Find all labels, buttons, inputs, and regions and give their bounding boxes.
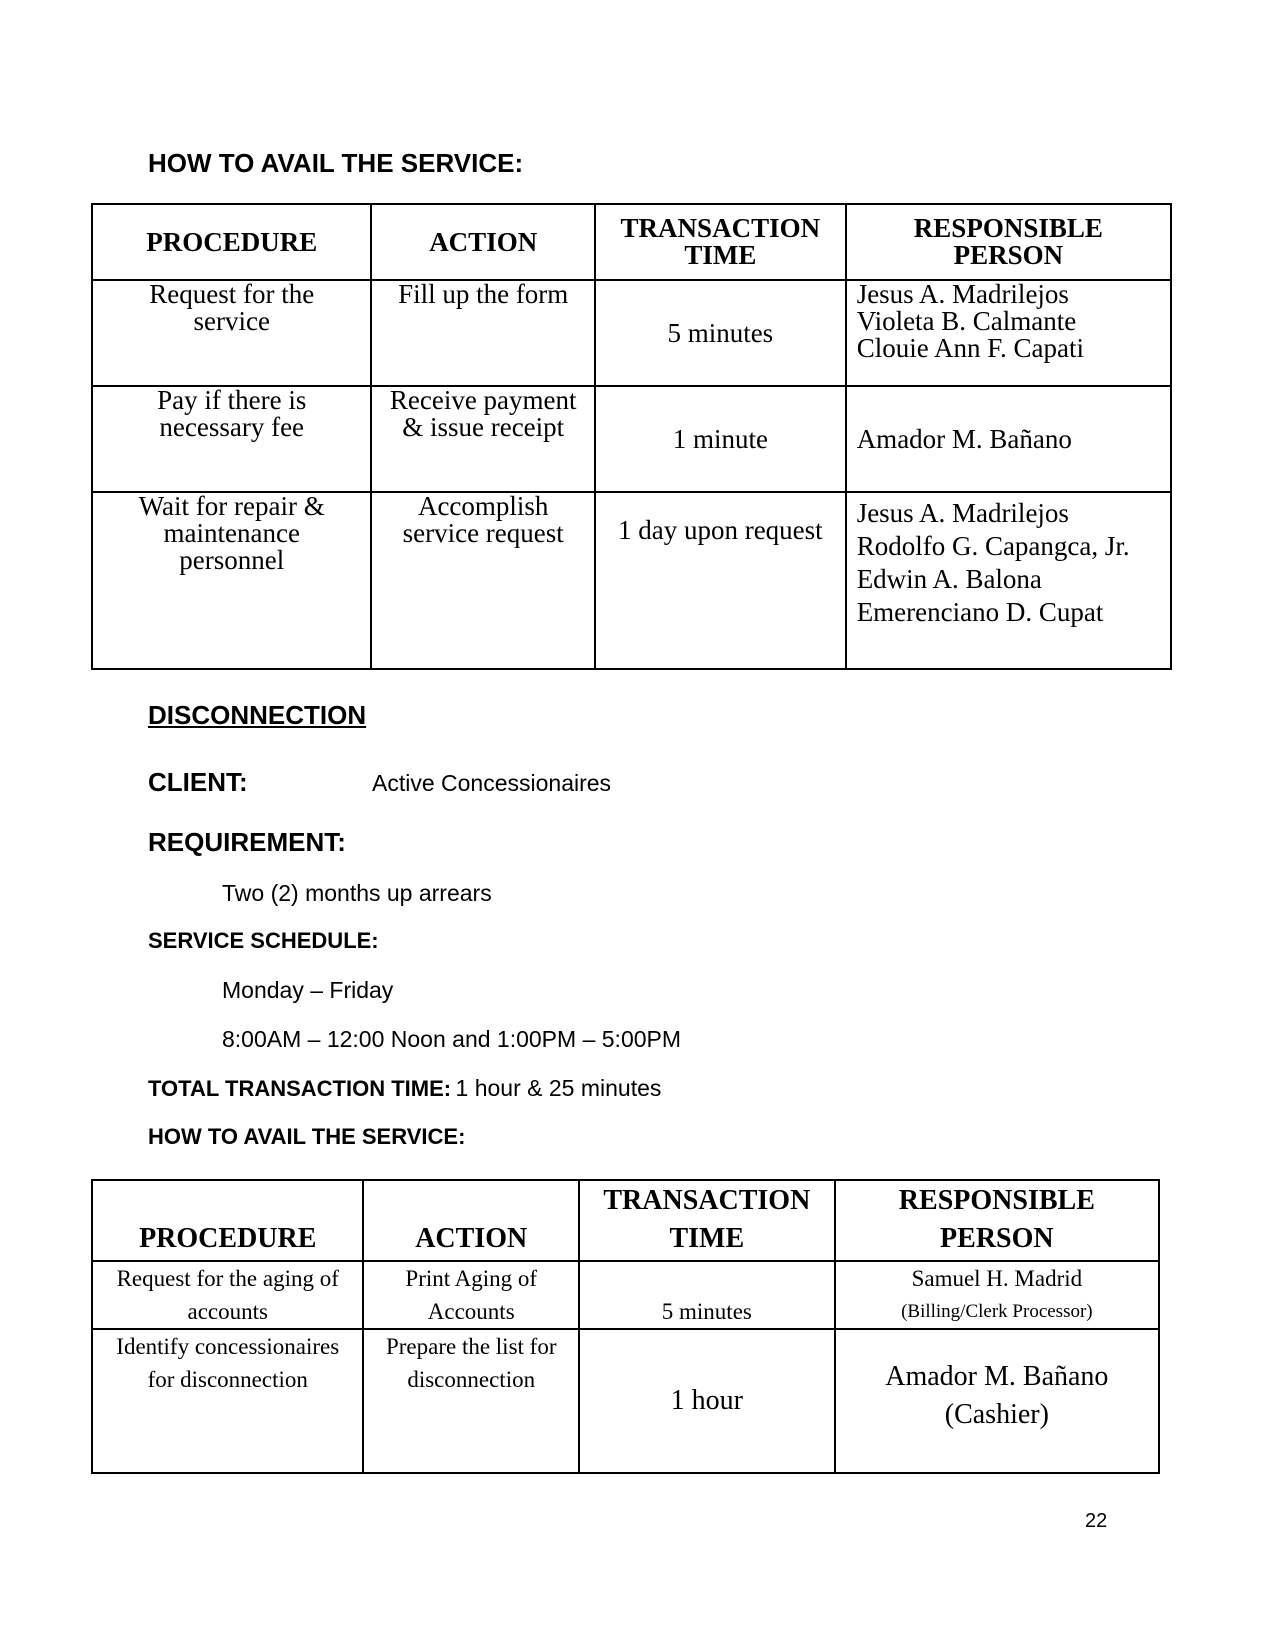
table-header-row [92, 1180, 1159, 1261]
header-transaction-time [595, 204, 846, 280]
page-number: 22 [1085, 1510, 1108, 1532]
table-row [92, 1329, 1159, 1473]
cell-responsible [846, 386, 1171, 492]
section-heading-avail-service-2: HOW TO AVAIL THE SERVICE: [148, 1124, 466, 1149]
schedule-hours: 8:00AM – 12:00 Noon and 1:00PM – 5:00PM [222, 1026, 682, 1052]
text-line: Receive payment [389, 385, 577, 415]
table-row [92, 386, 1171, 492]
table-row [92, 492, 1171, 669]
person-name: Rodolfo G. Capangca, Jr. [856, 531, 1130, 561]
text-line: maintenance [163, 518, 300, 548]
service-table-1 [91, 203, 1172, 670]
cell-time: 1 minute [595, 386, 846, 492]
header-responsible-person [835, 1180, 1159, 1261]
table-row [92, 1261, 1159, 1329]
text-line: disconnection [407, 1367, 536, 1392]
requirement-value: Two (2) months up arrears [222, 880, 492, 906]
cell-time: 5 minutes [579, 1261, 835, 1329]
text-line: Fill up the form [398, 279, 569, 309]
total-time-value: 1 hour & 25 minutes [455, 1075, 662, 1101]
person-role: (Billing/Clerk Processor) [901, 1301, 1093, 1322]
cell-action [371, 492, 595, 669]
cell-responsible [835, 1261, 1159, 1329]
header-action: ACTION [363, 1180, 579, 1261]
header-procedure: PROCEDURE [92, 204, 371, 280]
section-heading-avail-service: HOW TO AVAIL THE SERVICE: [148, 148, 524, 178]
cell-time: 5 minutes [595, 280, 846, 386]
client-label: CLIENT: [148, 767, 248, 797]
text-line: Request for the aging of [116, 1266, 339, 1291]
person-name: Amador M. Bañano [885, 1361, 1109, 1392]
header-action: ACTION [371, 204, 595, 280]
text-line: & issue receipt [402, 412, 565, 442]
text-line: Identify concessionaires [116, 1334, 340, 1359]
requirement-label: REQUIREMENT: [148, 827, 346, 857]
cell-procedure [92, 492, 371, 669]
service-table-2 [91, 1179, 1160, 1474]
text-line: Prepare the list for [385, 1334, 557, 1359]
text-line: service request [402, 518, 564, 548]
cell-action [371, 280, 595, 386]
header-time-line1: TRANSACTION [603, 1185, 811, 1216]
text-line: for disconnection [147, 1367, 308, 1392]
person-name: Violeta B. Calmante [856, 306, 1077, 336]
client-value: Active Concessionaires [372, 770, 612, 796]
person-name: Edwin A. Balona [856, 564, 1042, 594]
cell-time: 1 day upon request [595, 492, 846, 669]
text-line: Accomplish [417, 491, 549, 521]
cell-responsible [846, 492, 1171, 669]
text-line: Accounts [427, 1299, 515, 1324]
cell-time: 1 hour [579, 1329, 835, 1473]
header-procedure: PROCEDURE [92, 1180, 363, 1261]
person-name: Jesus A. Madrilejos [856, 498, 1069, 528]
cell-procedure [92, 1261, 363, 1329]
header-person-line2: PERSON [953, 240, 1064, 270]
cell-action [363, 1261, 579, 1329]
header-person-line1: RESPONSIBLE [913, 213, 1103, 243]
text-line: Pay if there is [157, 385, 307, 415]
text-line: Print Aging of [405, 1266, 538, 1291]
schedule-label: SERVICE SCHEDULE: [148, 928, 379, 953]
table-row [92, 280, 1171, 386]
schedule-days: Monday – Friday [222, 977, 394, 1003]
person-name: Clouie Ann F. Capati [856, 333, 1085, 363]
text-line: Request for the [149, 279, 315, 309]
person-name: Jesus A. Madrilejos [856, 279, 1069, 309]
cell-responsible [846, 280, 1171, 386]
person-name: Emerenciano D. Cupat [856, 597, 1104, 627]
text-line: service [193, 306, 270, 336]
text-line: accounts [187, 1299, 268, 1324]
text-line: Wait for repair & [138, 491, 325, 521]
person-role: (Cashier) [944, 1399, 1049, 1430]
text-line: necessary fee [159, 412, 305, 442]
person-name: Samuel H. Madrid [911, 1266, 1083, 1291]
header-person-line2: PERSON [940, 1223, 1054, 1254]
total-time-label: TOTAL TRANSACTION TIME: [148, 1076, 452, 1101]
header-person-line1: RESPONSIBLE [898, 1185, 1095, 1216]
header-time-line1: TRANSACTION [620, 213, 821, 243]
total-transaction-time [148, 1075, 661, 1102]
cell-action [363, 1329, 579, 1473]
header-time-line2: TIME [684, 240, 757, 270]
cell-procedure [92, 280, 371, 386]
header-responsible-person [846, 204, 1171, 280]
header-transaction-time [579, 1180, 835, 1261]
disconnection-title: DISCONNECTION [148, 700, 367, 730]
cell-procedure [92, 386, 371, 492]
person-name: Amador M. Bañano [856, 423, 1072, 454]
cell-responsible [835, 1329, 1159, 1473]
text-line: personnel [179, 545, 285, 575]
cell-action [371, 386, 595, 492]
header-time-line2: TIME [669, 1223, 745, 1254]
table-header-row [92, 204, 1171, 280]
cell-procedure [92, 1329, 363, 1473]
